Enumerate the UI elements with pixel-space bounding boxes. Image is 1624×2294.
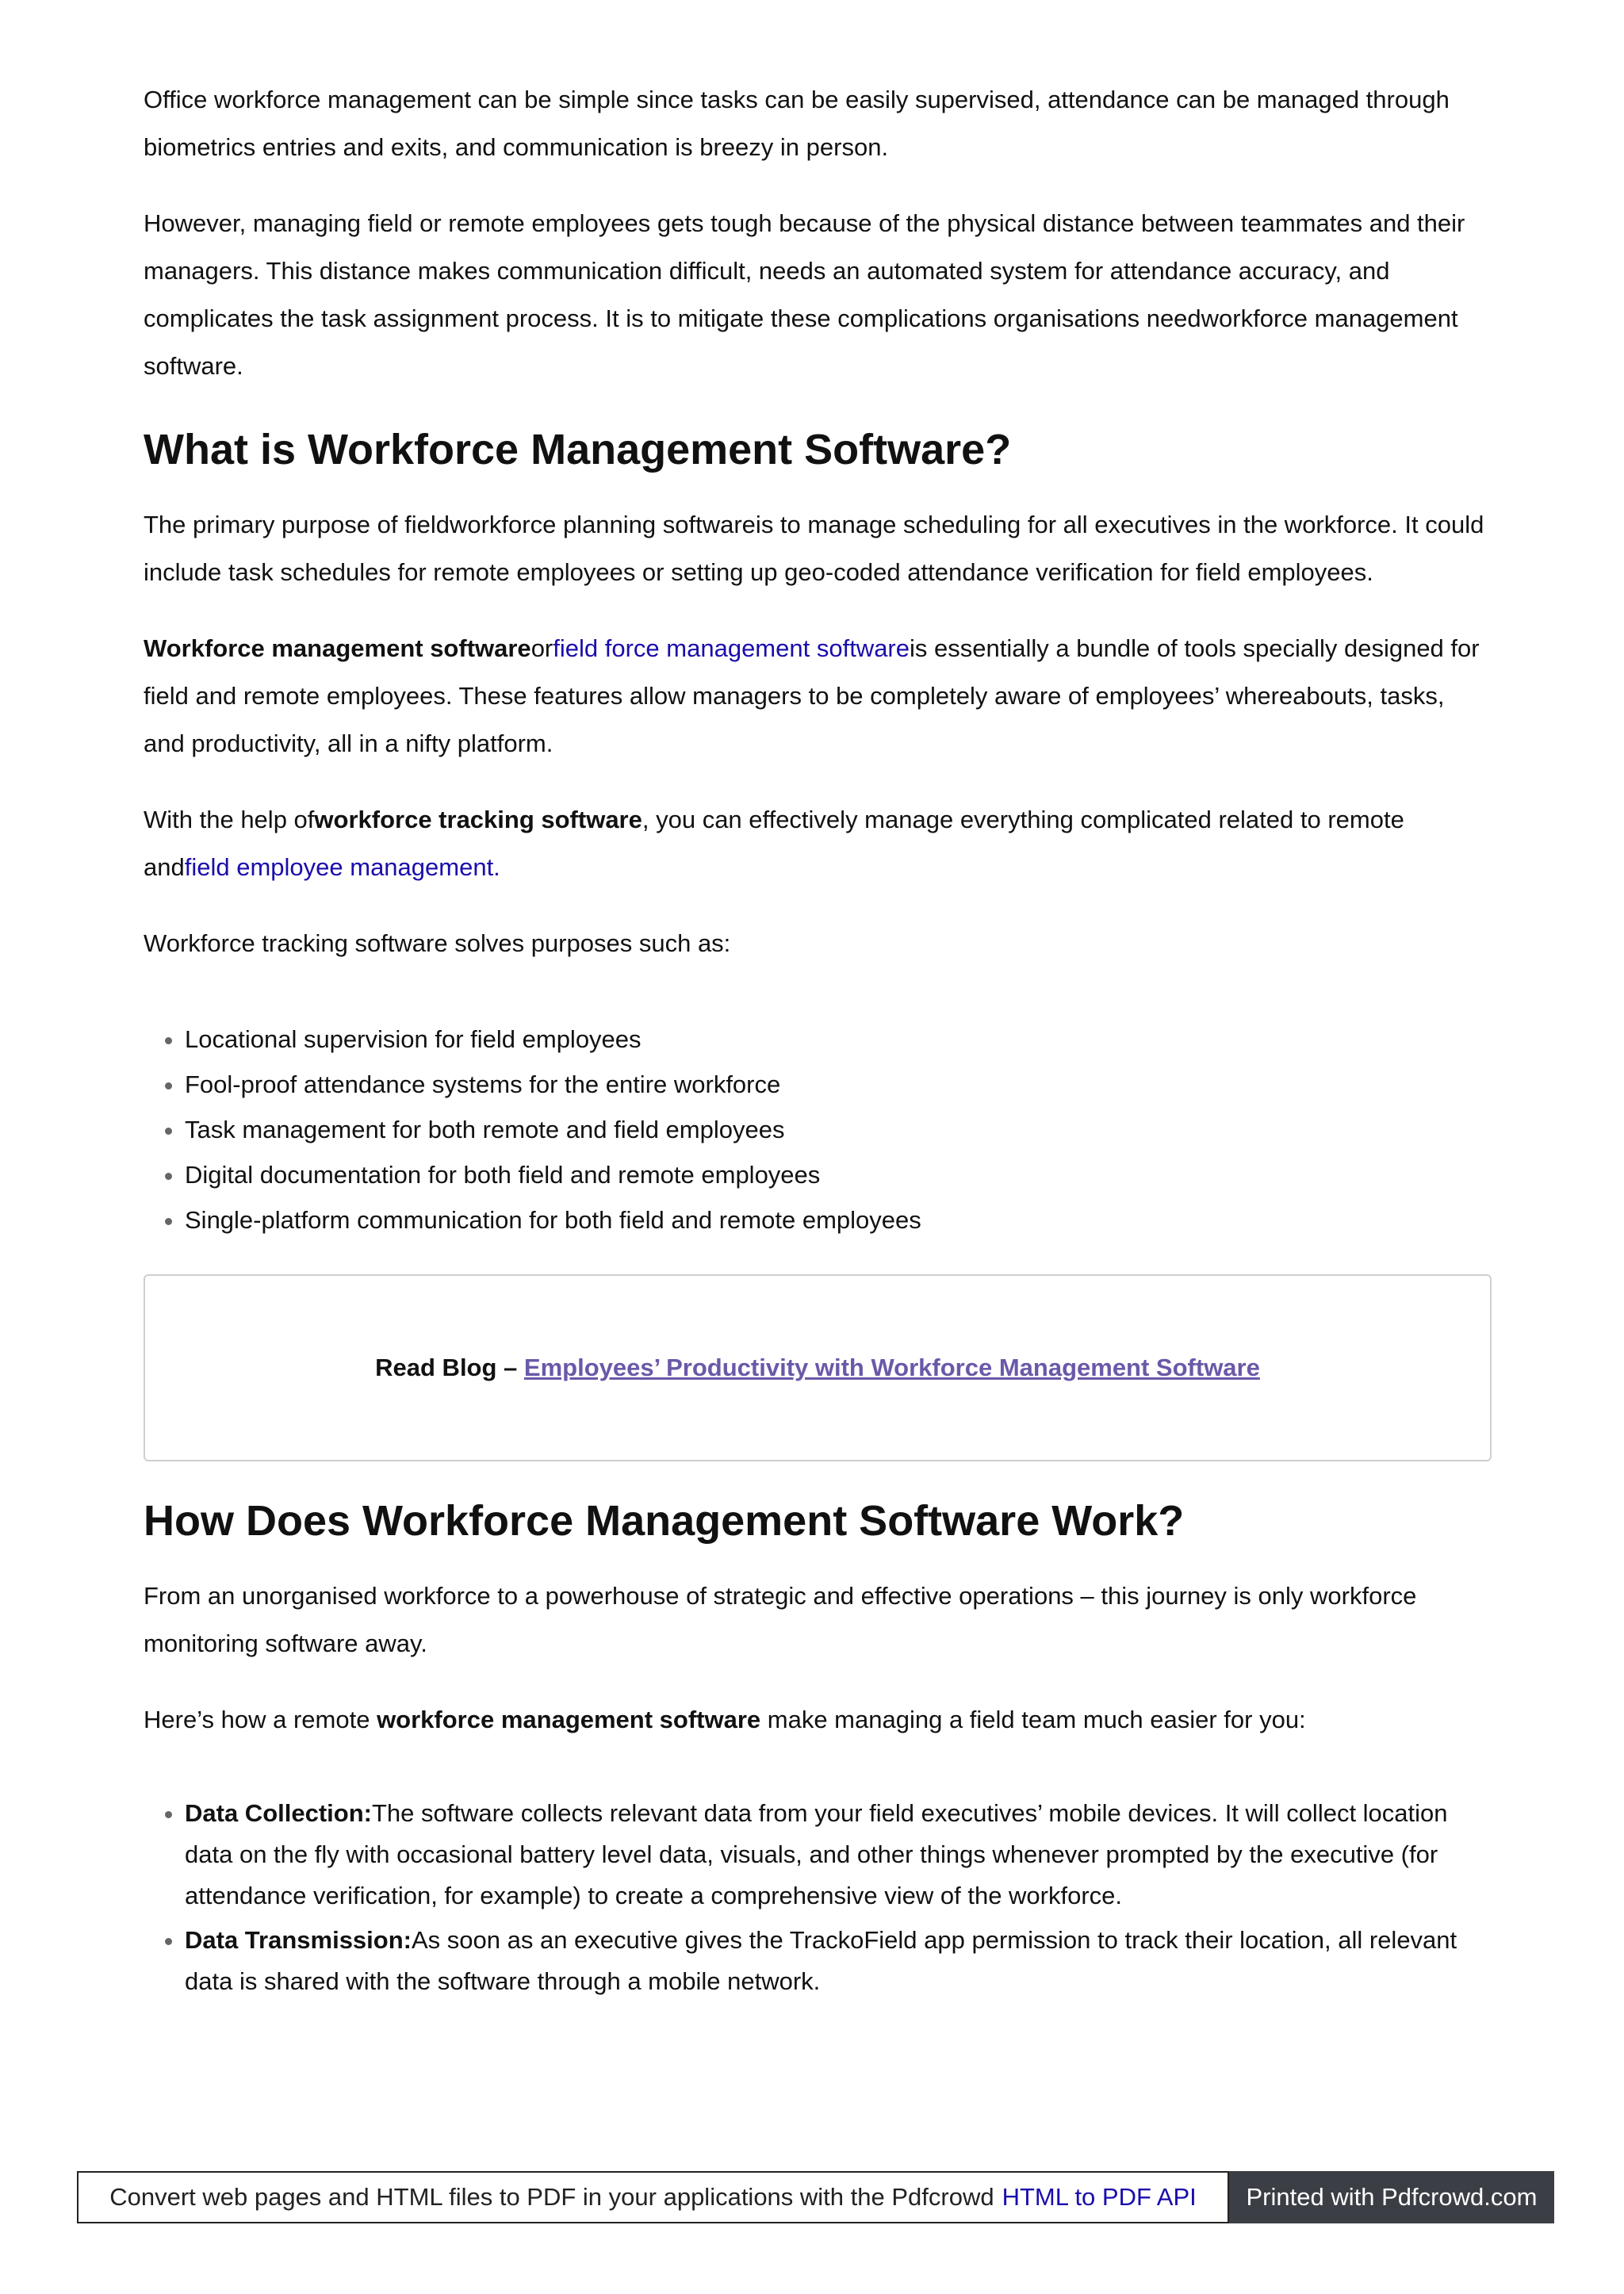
footer-banner [77,2171,1229,2223]
section1-paragraph-4: Workforce tracking software solves purposes such as: [144,929,731,957]
section-heading-what-is: What is Workforce Management Software? [144,426,1012,473]
paragraph-text: With the help of [144,806,315,833]
field-employee-management-link[interactable]: field employee management. [184,853,500,881]
how-it-works-list [144,1793,1492,2002]
list-item: • Fool-proof attendance systems for the entire workforce [185,1062,1492,1107]
section-heading-how-it-works: How Does Workforce Management Software Work? [144,1497,1185,1545]
intro-paragraph-2: However, managing field or remote employees gets tough because of the physical distance between teammates and their managers. This distance makes communication difficult, needs an automated system for attendance accuracy, and complicates the task assignment process. It is to mitigate these complications organisations needworkforce management software. [144,209,1465,380]
bold-term: workforce tracking software [314,806,642,833]
list-item [185,1793,1492,1917]
section1-paragraph-3 [144,796,1492,891]
list-item: • Locational supervision for field employees [185,1017,1492,1062]
paragraph-text: is essentially a bundle of tools specially designed for field and remote employees. These features allow managers to be completely aware of employees’ whereabouts, tasks, and productivity, all in a nifty platform. [144,634,1480,757]
bold-term: Workforce management software [144,634,531,662]
item-text: The software collects relevant data from your field executives’ mobile devices. It will collect location data on the fly with occasional battery level data, visuals, and other things whenever prompted by the executive (for attendance verification, for example) to create a comprehensive view of the workforce. [185,1799,1448,1909]
list-item: • Single-platform communication for both field and remote employees [185,1197,1492,1243]
section2-paragraph-1: From an unorganised workforce to a powerhouse of strategic and effective operations – this journey is only workforce monitoring software away. [144,1582,1417,1657]
footer-text: Convert web pages and HTML files to PDF in your applications with the Pdfcrowd [109,2183,994,2211]
purposes-list [144,1017,1492,1243]
list-item: • Task management for both remote and field employees [185,1107,1492,1152]
connector-text: or [530,634,553,662]
list-item [185,1920,1492,2002]
read-blog-link[interactable]: Employees’ Productivity with Workforce Management Software [523,1354,1260,1381]
item-text: As soon as an executive gives the TrackoField app permission to track their location, all relevant data is shared with the software through a mobile network. [185,1926,1457,1995]
section2-paragraph-2 [144,1696,1492,1744]
section1-paragraph-2 [144,625,1492,768]
field-force-management-link[interactable]: field force management software [553,634,910,662]
item-title: Data Transmission: [185,1926,412,1954]
html-to-pdf-api-link[interactable]: HTML to PDF API [1002,2183,1197,2211]
paragraph-text: make managing a field team much easier for you: [760,1706,1306,1733]
intro-paragraph-1: Office workforce management can be simple since tasks can be easily supervised, attendance can be managed through biometrics entries and exits, and communication is breezy in person. [144,86,1450,161]
section1-paragraph-1: The primary purpose of fieldworkforce planning softwareis to manage scheduling for all executives in the workforce. It could include task schedules for remote employees or setting up geo-coded attendance verification for field employees. [144,511,1484,586]
item-title: Data Collection: [185,1799,372,1827]
pdfcrowd-footer [77,2171,1554,2223]
printed-with-link[interactable]: Printed with Pdfcrowd.com [1229,2171,1554,2223]
paragraph-text: Here’s how a remote [144,1706,377,1733]
bold-term: workforce management software [377,1706,761,1733]
article-content [144,76,1492,2005]
paragraph-text: , you can effectively manage everything complicated related to remote and [144,806,1404,881]
list-item: • Digital documentation for both field and remote employees [185,1152,1492,1197]
read-blog-label: Read Blog – [375,1354,518,1381]
read-blog-box [144,1274,1492,1461]
